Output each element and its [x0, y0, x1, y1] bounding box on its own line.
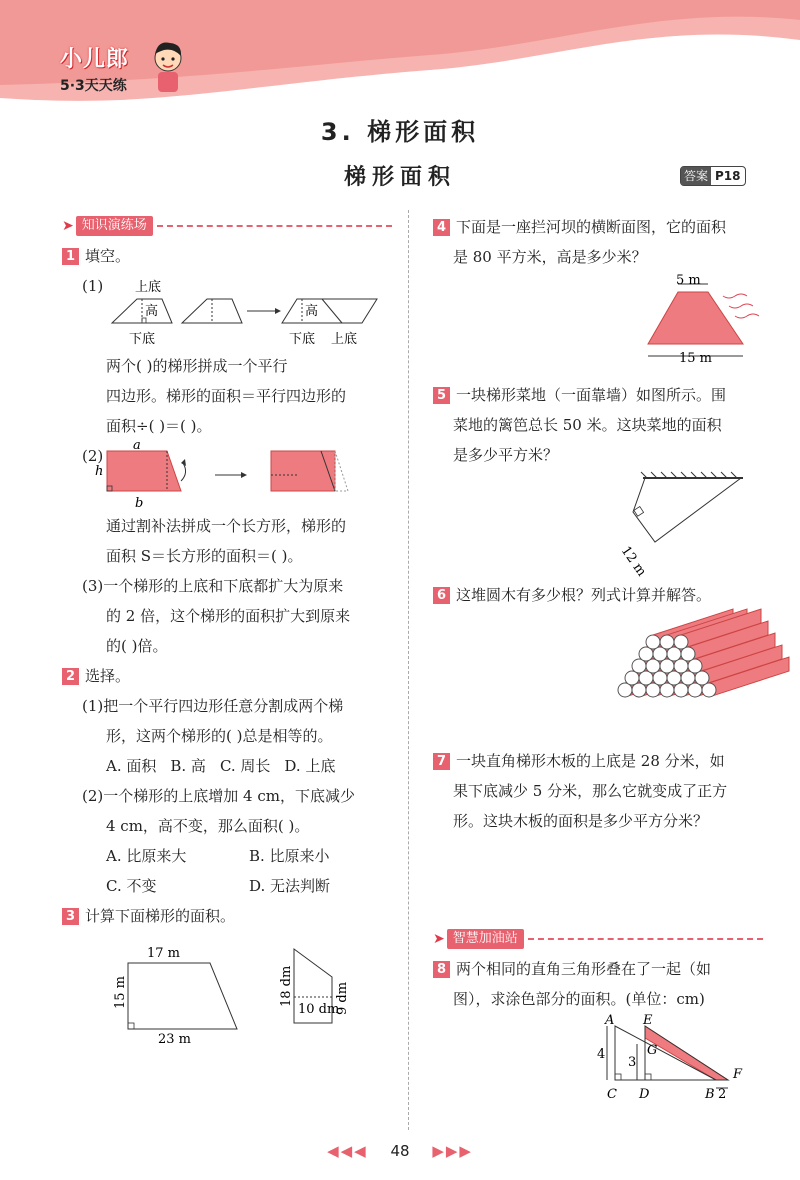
q1-p2-line2: 面积 S＝长方形的面积＝( )。: [106, 547, 303, 565]
q3b-h-label: 10 dm: [298, 1002, 340, 1017]
q1-p3-line2: 的 2 倍，这个梯形的面积扩大到原来: [106, 607, 351, 625]
dam-cross-section-figure: [433, 272, 763, 364]
page-footer: [0, 1142, 800, 1160]
banner-dashed-line: [528, 938, 763, 940]
option: A. 面积: [106, 757, 157, 775]
q5-line1: 一块梯形菜地（一面靠墙）如图所示。围: [456, 386, 727, 404]
q4-top-label: 5 m: [676, 273, 701, 288]
section-label: 知识演练场: [76, 216, 153, 236]
q7-line2: 果下底减少 5 分米，那么它就变成了正方: [453, 782, 728, 800]
q5-line3: 是多少平方米？: [453, 446, 559, 464]
footer-left-arrows: ◀◀◀: [327, 1142, 368, 1160]
question-1: [62, 241, 392, 271]
log-end: [660, 635, 674, 649]
option: B. 高: [170, 757, 206, 775]
page-number: 48: [390, 1142, 410, 1160]
question-number: 6: [433, 587, 450, 604]
q3b-left-label: 18 dm: [279, 965, 294, 1007]
q6-line1: 这堆圆木有多少根？列式计算并解答。: [456, 586, 712, 604]
q8-label-2: 2: [718, 1087, 727, 1102]
q7-line1: 一块直角梯形木板的上底是 28 分米，如: [456, 752, 725, 770]
column-divider: [408, 210, 409, 1130]
q8-label-3: 3: [628, 1055, 637, 1070]
brand-sub: 5·3天天练: [60, 78, 127, 94]
left-column: [62, 215, 392, 1051]
fig2-h-label: h: [95, 464, 104, 479]
section-banner-practice: [62, 215, 392, 237]
log-end: [674, 635, 688, 649]
option: A. 比原来大: [106, 847, 187, 865]
q3a-top-label: 17 m: [147, 946, 181, 961]
q8-label-F: F: [733, 1067, 743, 1082]
log-end: [646, 635, 660, 649]
page-title: 3. 梯形面积: [320, 118, 480, 146]
section-banner-boost: [433, 928, 763, 950]
q3a-h-label: 15 m: [113, 975, 128, 1009]
q1-part2-figure-row: [62, 438, 392, 511]
q7-line3: 形。这块木板的面积是多少平方分米？: [453, 812, 709, 830]
q1-p1-line1: 两个( )的梯形拼成一个平行: [106, 357, 288, 375]
question-2: [62, 661, 392, 691]
fig1-top2-label: 上底: [331, 332, 358, 347]
banner-arrow-icon: ➤: [433, 931, 445, 947]
q4-line2: 是 80 平方米，高是多少米？: [453, 248, 647, 266]
q1-p1-line3: 面积÷( )＝( )。: [106, 417, 212, 435]
part-number: (2): [82, 447, 104, 465]
question-stem: 填空。: [85, 247, 131, 265]
part-number: (1): [82, 277, 104, 295]
question-number: 3: [62, 908, 79, 925]
question-number: 7: [433, 753, 450, 770]
option: D. 上底: [284, 757, 336, 775]
q2-p1-options: [62, 751, 392, 781]
q8-label-E: E: [643, 1013, 653, 1028]
question-8: [433, 954, 763, 984]
option: D. 无法判断: [249, 877, 331, 895]
q4-line1: 下面是一座拦河坝的横断面图，它的面积: [456, 218, 727, 236]
q8-label-D: D: [639, 1087, 650, 1102]
q8-label-C: C: [607, 1087, 617, 1102]
question-number: 5: [433, 387, 450, 404]
banner-dashed-line: [157, 225, 392, 227]
q8-line1: 两个相同的直角三角形叠在了一起（如: [456, 960, 712, 978]
fig1-bottom2-label: 下底: [289, 332, 316, 347]
answer-badge-page: P18: [715, 169, 741, 183]
question-5: [433, 380, 763, 410]
option: B. 比原来小: [249, 847, 330, 865]
question-3: [62, 901, 392, 931]
q1-part1-figure-row: [62, 271, 392, 351]
answer-badge-label: 答案: [681, 167, 711, 185]
q8-label-4: 4: [597, 1047, 606, 1062]
q1-p3-line1: (3)一个梯形的上底和下底都扩大为原来: [82, 577, 344, 595]
q1-p2-line1: 通过割补法拼成一个长方形，梯形的: [106, 517, 347, 535]
triangles-figure: [433, 1014, 763, 1104]
q8-label-B: B: [705, 1087, 715, 1102]
q3b-right-label: 9 dm: [335, 981, 350, 1015]
q3-trapezoids-figure: [62, 931, 392, 1047]
fig2-b-label: b: [135, 496, 144, 511]
question-stem: 计算下面梯形的面积。: [85, 907, 236, 925]
q2-p1-line1: (1)把一个平行四边形任意分割成两个梯: [82, 697, 344, 715]
q2-p2-line1: (2)一个梯形的上底增加 4 cm，下底减少: [82, 787, 355, 805]
q1-p1-line2: 四边形。梯形的面积＝平行四边形的: [106, 387, 347, 405]
fig1-top-label: 上底: [135, 280, 162, 295]
brand-main: 小儿郎: [60, 47, 130, 72]
log-pile-figure: [433, 610, 763, 700]
footer-right-arrows: ▶▶▶: [432, 1142, 473, 1160]
q8-label-A: A: [605, 1013, 615, 1028]
mascot-icon: [150, 40, 186, 96]
right-column: [433, 212, 763, 1114]
question-stem: 选择。: [85, 667, 131, 685]
q5-side-label: 12 m: [617, 543, 649, 580]
q1-p3-line3: 的( )倍。: [106, 637, 168, 655]
section-label: 智慧加油站: [447, 929, 524, 949]
question-number: 1: [62, 248, 79, 265]
q4-bottom-label: 15 m: [679, 351, 713, 366]
question-number: 2: [62, 668, 79, 685]
answer-badge: [680, 166, 746, 186]
question-7: [433, 746, 763, 776]
question-4: [433, 212, 763, 242]
vegetable-plot-figure: [433, 470, 763, 580]
question-number: 8: [433, 961, 450, 978]
q8-label-G: G: [647, 1043, 658, 1058]
option: C. 周长: [219, 757, 271, 775]
q2-p2-line2: 4 cm，高不变，那么面积( )。: [106, 817, 310, 835]
fig2-a-label: a: [133, 438, 142, 453]
trapezoid-combine-figure: [107, 271, 397, 351]
question-number: 4: [433, 219, 450, 236]
question-6: [433, 580, 763, 610]
fig1-h2-label: 高: [305, 304, 319, 319]
fig1-h-label: 高: [145, 304, 159, 319]
trapezoid-cut-figure: [95, 438, 393, 511]
q5-line2: 菜地的篱笆总长 50 米。这块菜地的面积: [453, 416, 722, 434]
q8-line2: 图），求涂色部分的面积。(单位：cm): [453, 990, 705, 1008]
q2-p2-options-row1: [62, 841, 392, 871]
banner-arrow-icon: ➤: [62, 218, 74, 234]
fig1-bottom-label: 下底: [129, 332, 156, 347]
page-subtitle: 梯形面积: [343, 165, 456, 190]
brand-logo: [60, 42, 129, 95]
option: C. 不变: [106, 877, 157, 895]
q2-p2-options-row2: [62, 871, 392, 901]
q2-p1-line2: 形，这两个梯形的( )总是相等的。: [106, 727, 333, 745]
q3a-bottom-label: 23 m: [158, 1032, 192, 1047]
